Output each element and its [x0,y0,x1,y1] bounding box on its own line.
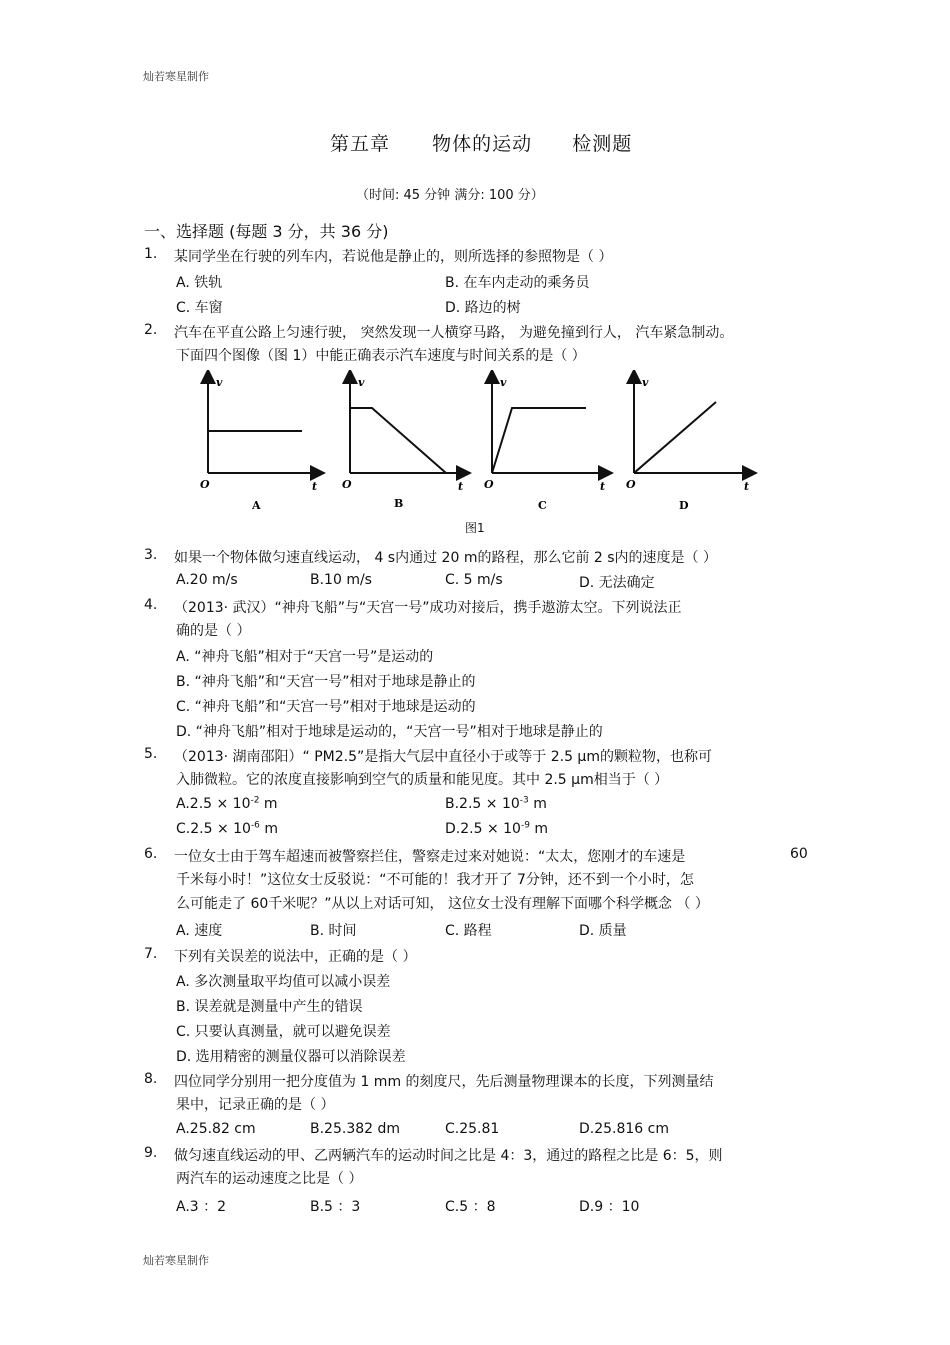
q1-option-a: A. 铁轨 [176,275,223,291]
graph-c-line [492,408,586,473]
section-heading: 一、选择题 (每题 3 分，共 36 分) [144,222,389,241]
q5-option-a: $A.2.5 \times 10^{-2}$ m [176,795,278,812]
graph-a-label: A [252,499,261,512]
q6-number: 6. [144,846,158,862]
q7-option-c: C. 只要认真测量，就可以避免误差 [176,1024,391,1040]
q5-line2: 入肺微粒。它的浓度直接影响到空气的质量和能见度。其中 2.5 μm相当于（ ） [176,772,669,788]
figure-1-graphs [190,370,770,520]
graph-a-origin: O [200,478,210,491]
q2-number: 2. [144,322,158,338]
q8-option-c: C.25.81 [445,1121,500,1137]
q4-number: 4. [144,597,158,613]
q5-line1: （2013· 湖南邵阳）“ PM2.5”是指大气层中直径小于或等于 2.5 μm的颗粒物，也称可 [174,749,712,765]
q3-stem: 如果一个物体做匀速直线运动， 4 s内通过 20 m的路程，那么它前 2 s内的速度是（ ） [174,550,718,566]
graph-d [626,376,750,512]
q7-stem: 下列有关误差的说法中，正确的是（ ） [174,949,417,965]
q5-option-d: $D.2.5 \times 10^{-9}$ m [445,820,549,837]
title-test: 检测题 [572,133,633,155]
q7-option-d: D. 选用精密的测量仪器可以消除误差 [176,1049,406,1065]
q9-line1: 做匀速直线运动的甲、乙两辆汽车的运动时间之比是 4：3，通过的路程之比是 6：5，则 [174,1148,723,1164]
title-topic: 物体的运动 [432,133,533,155]
q6-option-a: A. 速度 [176,923,223,939]
figure-1-caption: 图1 [465,521,485,535]
q9-option-d: D.9 ：10 [579,1199,640,1215]
graph-c-origin: O [484,478,494,491]
q9-line2: 两汽车的运动速度之比是（ ） [176,1171,363,1187]
exam-info: （时间: 45 分钟 满分: 100 分） [356,188,544,203]
q8-option-b: B.25.382 dm [310,1121,401,1137]
q9-number: 9. [144,1145,158,1161]
q1-option-d: D. 路边的树 [445,300,521,316]
q3-number: 3. [144,547,158,563]
graph-d-origin: O [626,478,636,491]
graph-d-label: D [679,499,689,512]
q5-number: 5. [144,746,158,762]
graph-a-t-label: t [312,480,318,493]
graph-d-line [634,402,716,473]
q3-option-d: D. 无法确定 [579,575,655,591]
q2-line1: 汽车在平直公路上匀速行驶， 突然发现一人横穿马路， 为避免撞到行人， 汽车紧急制动。 [174,325,734,341]
q8-option-d: D.25.816 cm [579,1121,670,1137]
page-title [330,129,632,156]
q7-option-a: A. 多次测量取平均值可以减小误差 [176,974,391,990]
q4-option-c: C. “神舟飞船”和“天宫一号”相对于地球是运动的 [176,699,476,715]
q6-line1-end: 60 [790,846,808,862]
q3-option-c: C. 5 m/s [445,572,503,588]
graph-d-v-label: v [642,376,649,389]
q6-line1: 一位女士由于驾车超速而被警察拦住，警察走过来对她说：“太太，您刚才的车速是 [174,849,686,865]
q2-line2: 下面四个图像（图 1）中能正确表示汽车速度与时间关系的是（ ） [176,348,586,364]
graph-a [200,376,318,512]
q8-line2: 果中，记录正确的是（ ） [176,1097,335,1113]
graph-c-t-label: t [600,480,606,493]
q1-option-c: C. 车窗 [176,300,223,316]
q3-option-b: B.10 m/s [310,572,372,588]
q6-option-d: D. 质量 [579,923,627,939]
graph-b-label: B [394,497,404,510]
q9-option-c: C.5 ：8 [445,1199,496,1215]
q1-number: 1. [144,246,158,262]
q7-number: 7. [144,946,158,962]
q1-stem: 某同学坐在行驶的列车内，若说他是静止的，则所选择的参照物是（ ） [174,249,613,265]
q8-line1: 四位同学分别用一把分度值为 1 mm 的刻度尺，先后测量物理课本的长度，下列测量结 [174,1074,714,1090]
q8-number: 8. [144,1071,158,1087]
q3-option-a: A.20 m/s [176,572,238,588]
title-chapter: 第五章 [330,133,391,155]
q8-option-a: A.25.82 cm [176,1121,256,1137]
q5-option-c: $C.2.5 \times 10^{-6}$ m [176,820,279,837]
q4-line1: （2013· 武汉）“神舟飞船”与“天宫一号”成功对接后，携手遨游太空。下列说法正 [174,600,682,616]
graph-d-t-label: t [744,480,750,493]
q6-option-c: C. 路程 [445,923,492,939]
q4-option-a: A. “神舟飞船”相对于“天宫一号”是运动的 [176,649,434,665]
graph-b [342,376,464,510]
q6-line3: 么可能走了 60千米呢？”从以上对话可知， 这位女士没有理解下面哪个科学概念 （ ） [176,896,709,912]
graph-b-v-label: v [358,376,365,389]
q1-option-b: B. 在车内走动的乘务员 [445,275,590,291]
q6-option-b: B. 时间 [310,923,357,939]
graph-b-origin: O [342,478,352,491]
q6-line2: 千米每小时！”这位女士反驳说：“不可能的！我才开了 7分钟，还不到一个小时，怎 [176,872,694,888]
q5-option-b: $B.2.5 \times 10^{-3}$ m [445,795,547,812]
q7-option-b: B. 误差就是测量中产生的错误 [176,999,363,1015]
graph-c-v-label: v [500,376,507,389]
q9-option-a: A.3 ：2 [176,1199,227,1215]
graph-a-v-label: v [216,376,223,389]
footer-watermark: 灿若寒星制作 [143,1254,209,1267]
graph-b-line [350,408,446,473]
q4-option-b: B. “神舟飞船”和“天宫一号”相对于地球是静止的 [176,674,476,690]
q9-option-b: B.5 ：3 [310,1199,361,1215]
graph-b-t-label: t [458,480,464,493]
graph-c-label: C [538,499,547,512]
graph-c [484,376,606,512]
header-watermark: 灿若寒星制作 [143,70,209,83]
q4-line2: 确的是（ ） [176,623,251,639]
q4-option-d: D. “神舟飞船”相对于地球是运动的，“天宫一号”相对于地球是静止的 [176,724,603,740]
